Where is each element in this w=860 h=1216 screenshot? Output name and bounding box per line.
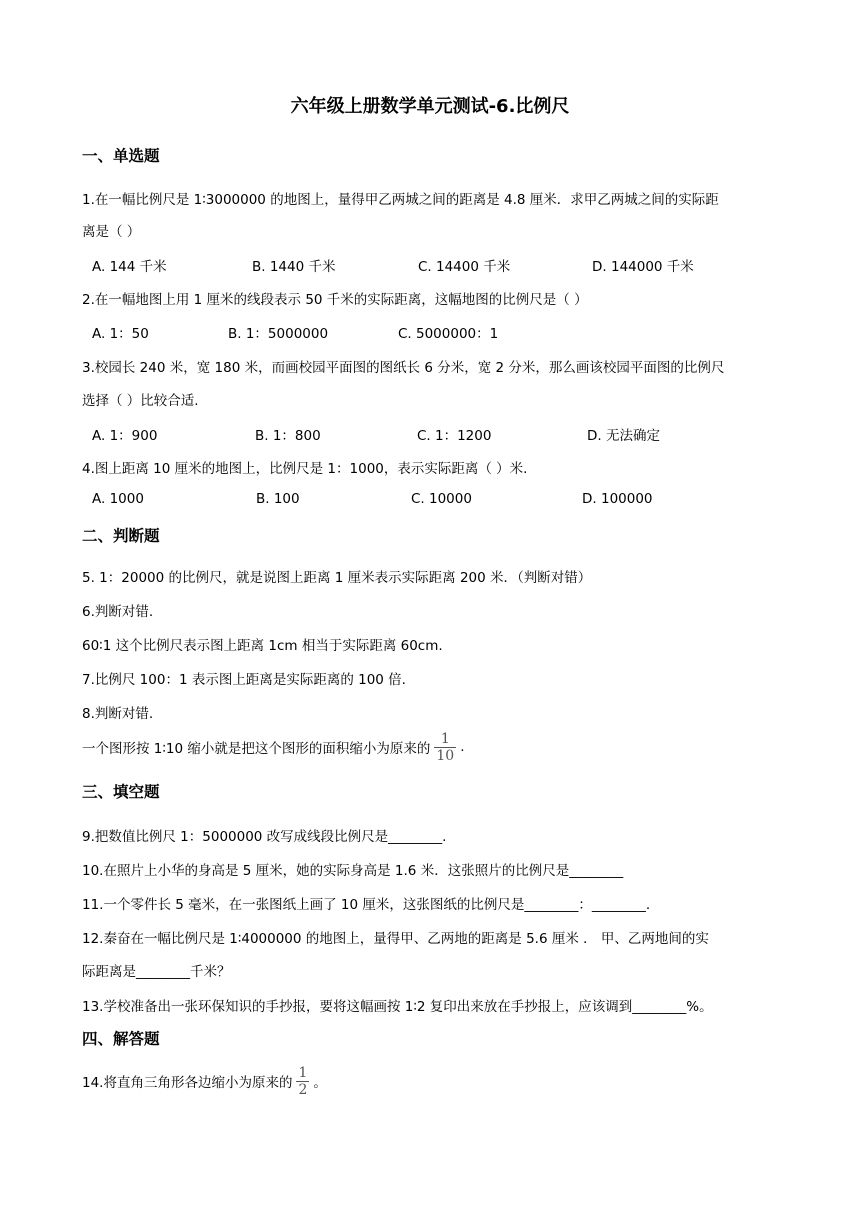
fraction-one-half	[296, 1066, 309, 1097]
q2-option-b: B. 1：5000000	[228, 326, 329, 342]
section-heading-answer: 四、解答题	[82, 1030, 160, 1048]
q4-option-b: B. 100	[256, 491, 300, 507]
q3-option-c: C. 1：1200	[417, 428, 492, 444]
question-2-line-1: 2.在一幅地图上用 1 厘米的线段表示 50 千米的实际距离，这幅地图的比例尺是（ ）	[82, 292, 588, 308]
section-heading-true-false: 二、判断题	[82, 527, 160, 545]
question-9: 9.把数值比例尺 1：5000000 改写成线段比例尺是________.	[82, 829, 447, 845]
section-heading-fill-in: 三、填空题	[82, 783, 160, 801]
fraction-denominator: 2	[298, 1081, 308, 1098]
question-8-line-2	[82, 730, 782, 764]
q2-option-a: A. 1：50	[92, 326, 149, 342]
q3-option-a: A. 1：900	[92, 428, 158, 444]
q2-option-c: C. 5000000：1	[398, 326, 499, 342]
question-8-line-1: 8.判断对错.	[82, 706, 154, 722]
q4-option-d: D. 100000	[582, 491, 653, 507]
question-3-line-2: 选择（ ）比较合适.	[82, 393, 199, 409]
question-14-end-punct: 。	[313, 1075, 327, 1091]
fraction-numerator: 1	[434, 732, 456, 748]
question-12-line-1: 12.秦奋在一幅比例尺是 1∶4000000 的地图上，量得甲、乙两地的距离是 5.6 厘米 ． 甲、乙两地间的实	[82, 931, 709, 947]
question-8-end-punct: .	[460, 739, 465, 755]
q4-option-c: C. 10000	[411, 491, 472, 507]
q4-option-a: A. 1000	[92, 491, 144, 507]
question-14-text: 14.将直角三角形各边缩小为原来的	[82, 1075, 293, 1091]
question-13: 13.学校准备出一张环保知识的手抄报，要将这幅画按 1∶2 复印出来放在手抄报上，应该调到________%。	[82, 999, 713, 1015]
question-12-line-2: 际距离是________千米？	[82, 964, 231, 980]
question-1-line-2: 离是（ ）	[82, 224, 141, 240]
q1-option-c: C. 14400 千米	[418, 259, 511, 275]
question-1-line-1: 1.在一幅比例尺是 1∶3000000 的地图上，量得甲乙两城之间的距离是 4.8 厘米．求甲乙两城之间的实际距	[82, 192, 719, 208]
q1-option-d: D. 144000 千米	[592, 259, 694, 275]
q1-option-b: B. 1440 千米	[252, 259, 336, 275]
question-4-line-1: 4.图上距离 10 厘米的地图上，比例尺是 1：1000，表示实际距离（ ）米.	[82, 461, 528, 477]
question-6-line-2: 60∶1 这个比例尺表示图上距离 1cm 相当于实际距离 60cm.	[82, 638, 443, 654]
question-6-line-1: 6.判断对错.	[82, 604, 154, 620]
question-14	[82, 1064, 782, 1098]
question-11: 11.一个零件长 5 毫米，在一张图纸上画了 10 厘米，这张图纸的比例尺是________：________.	[82, 897, 651, 913]
fraction-denominator: 10	[436, 747, 455, 764]
fraction-one-tenth	[434, 732, 456, 763]
question-5: 5. 1：20000 的比例尺，就是说图上距离 1 厘米表示实际距离 200 米．（判断对错）	[82, 570, 592, 586]
question-8-text: 一个图形按 1∶10 缩小就是把这个图形的面积缩小为原来的	[82, 741, 431, 757]
question-7: 7.比例尺 100：1 表示图上距离是实际距离的 100 倍.	[82, 672, 406, 688]
fraction-numerator: 1	[298, 1064, 308, 1081]
q1-option-a: A. 144 千米	[92, 259, 167, 275]
question-10: 10.在照片上小华的身高是 5 厘米，她的实际身高是 1.6 米．这张照片的比例尺是________	[82, 863, 624, 879]
section-heading-multiple-choice: 一、单选题	[82, 147, 160, 165]
question-3-line-1: 3.校园长 240 米，宽 180 米，而画校园平面图的图纸长 6 分米，宽 2 分米，那么画该校园平面图的比例尺	[82, 360, 725, 376]
page-title: 六年级上册数学单元测试-6.比例尺	[290, 96, 570, 117]
q3-option-d: D. 无法确定	[587, 428, 660, 444]
q3-option-b: B. 1：800	[255, 428, 321, 444]
